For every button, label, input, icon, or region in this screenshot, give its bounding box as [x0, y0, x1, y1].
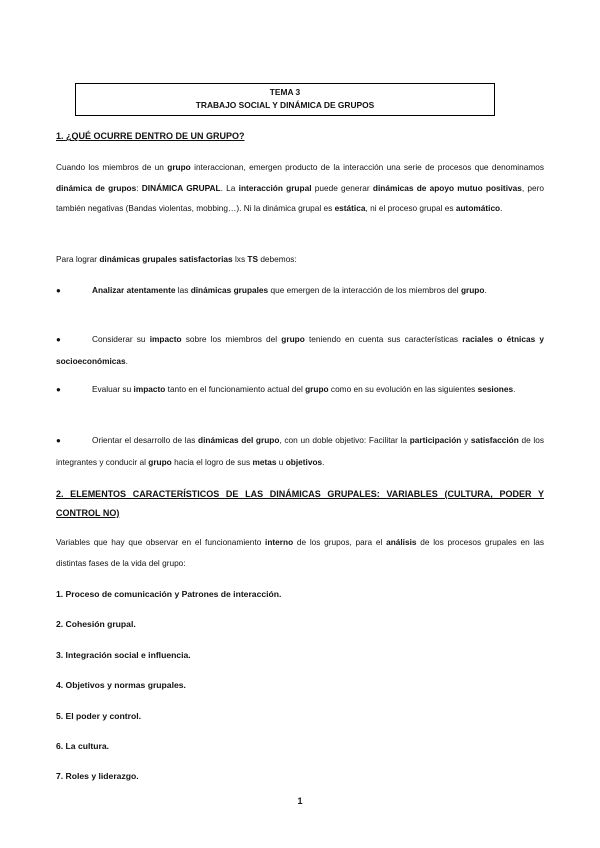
- variable-item: 4. Objetivos y normas grupales.: [56, 680, 186, 690]
- bullet-item: ● Considerar su impacto sobre los miembros del grupo teniendo en cuenta sus características raciales o étnicas y socioeconómicas.: [56, 329, 544, 371]
- variable-item: 7. Roles y liderazgo.: [56, 771, 139, 781]
- tema-label: TEMA 3: [269, 87, 301, 97]
- bullet-icon: ●: [56, 286, 61, 295]
- variable-item: 5. El poder y control.: [56, 711, 141, 721]
- section-1-paragraph-1: Cuando los miembros de un grupo interaccionan, emergen producto de la interacción una serie de procesos que denominamos dinámica de grupos: DINÁMICA GRUPAL. La interacción grupal puede generar dinámicas de apoyo mutuo positivas, pero también negativas (Bandas violentas, mobbing…). Ni la dinámica grupal es estática, ni el proceso grupal es automático.: [56, 162, 545, 213]
- section-2-heading: 2. ELEMENTOS CARACTERÍSTICOS DE LAS DINÁMICAS GRUPALES: VARIABLES (CULTURA, PODER Y CONTROL NO): [56, 489, 544, 518]
- title-box: [75, 83, 495, 116]
- section-1-heading: 1. ¿QUÉ OCURRE DENTRO DE UN GRUPO?: [56, 131, 245, 141]
- bullet-item: ● Analizar atentamente las dinámicas grupales que emergen de la interacción de los miembros del grupo.: [56, 280, 544, 302]
- bullet-icon: ●: [56, 385, 61, 394]
- section-1-paragraph-2: Para lograr dinámicas grupales satisfactorias lxs TS debemos:: [56, 254, 297, 264]
- document-title: TRABAJO SOCIAL Y DINÁMICA DE GRUPOS: [195, 100, 375, 110]
- variable-item: 6. La cultura.: [56, 741, 110, 751]
- variable-item: 3. Integración social e influencia.: [56, 650, 191, 660]
- page-number: 1: [297, 796, 303, 806]
- bullet-item: ● Evaluar su impacto tanto en el funcionamiento actual del grupo como en su evolución en las siguientes sesiones.: [56, 379, 544, 401]
- variable-item: 1. Proceso de comunicación y Patrones de interacción.: [56, 589, 282, 599]
- variable-item: 2. Cohesión grupal.: [56, 619, 136, 629]
- bullet-icon: ●: [56, 436, 61, 445]
- bullet-item: ● Orientar el desarrollo de las dinámicas del grupo, con un doble objetivo: Facilitar la participación y satisfacción de los integrantes y conducir al grupo hacia el logro de sus metas u objetivos.: [56, 430, 544, 472]
- section-2-intro: Variables que hay que observar en el funcionamiento interno de los grupos, para el análisis de los procesos grupales en las distintas fases de la vida del grupo:: [56, 537, 545, 568]
- bullet-icon: ●: [56, 335, 61, 344]
